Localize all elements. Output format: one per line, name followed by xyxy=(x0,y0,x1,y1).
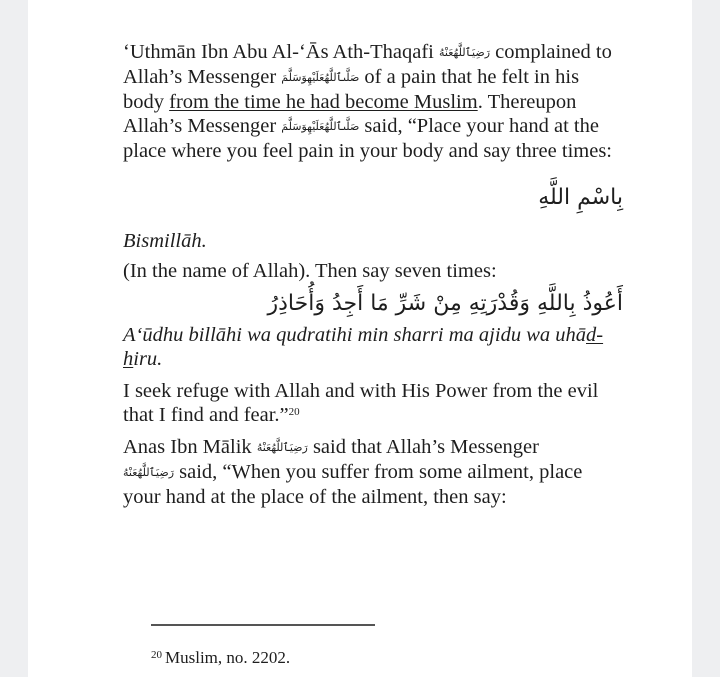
transliteration-underlined: h xyxy=(123,348,134,370)
radiyallahu-anhu-honorific: رَضِيَٱللَّهُعَنْهُ xyxy=(439,46,491,59)
paragraph-uthman xyxy=(123,40,623,163)
paragraph-text: ‘Uthmān Ibn Abu Al-‘Ās Ath-Thaqafi xyxy=(123,41,439,63)
document-page xyxy=(28,0,692,677)
paragraph-text: . Thereupon Allah’s Messenger xyxy=(123,91,577,137)
paragraph-text: of a pain that he felt in his body xyxy=(123,66,580,113)
footnote xyxy=(151,645,290,668)
dua-audhu-meaning xyxy=(123,379,623,427)
paragraph-text: complained to Allah’s Messenger xyxy=(123,41,612,88)
footnote-number: 20 xyxy=(151,649,162,661)
dua-bismillah-arabic: بِاسْمِ اللَّهِ xyxy=(538,185,623,210)
page-content xyxy=(123,40,623,509)
paragraph-text: said, “When you suffer from some ailment, place your hand at the place of the ailment, then say: xyxy=(123,461,583,508)
transliteration-underlined: d- xyxy=(586,324,604,346)
transliteration-text: iru. xyxy=(133,348,163,370)
paragraph-text: said, “Place your hand at the place where you feel pain in your body and say three times: xyxy=(123,115,612,162)
footnote-reference[interactable]: 20 xyxy=(288,406,300,418)
radiyallahu-anhu-honorific: رَضِيَٱللَّهُعَنْهُ xyxy=(123,466,175,479)
paragraph-text: said that Allah’s Messenger xyxy=(307,436,539,458)
sallallahu-alayhi-wasallam-honorific: صَلَّىٱللَّهُعَلَيْهِوَسَلَّمَ xyxy=(281,120,360,133)
dua-audhu-transliteration xyxy=(123,323,623,371)
dua-bismillah-meaning: (In the name of Allah). Then say seven times: xyxy=(123,260,497,282)
radiyallahu-anhu-honorific: رَضِيَٱللَّهُعَنْهُ xyxy=(256,441,308,454)
underlined-phrase: from the time he had become Muslim xyxy=(169,91,478,113)
paragraph-text: Anas Ibn Mālik xyxy=(123,436,257,458)
sallallahu-alayhi-wasallam-honorific: صَلَّىٱللَّهُعَلَيْهِوَسَلَّمَ xyxy=(281,71,360,84)
transliteration-text: A‘ūdhu billāhi wa qudratihi min sharri ma ajidu wa uhā xyxy=(123,324,586,346)
footnote-divider xyxy=(151,624,375,626)
dua-audhu-arabic: أَعُوذُ بِاللَّهِ وَقُدْرَتِهِ مِنْ شَرِّ مَا أَجِدُ وَأُحَاذِرُ xyxy=(267,291,623,316)
footnote-text: Muslim, no. 2202. xyxy=(165,648,291,667)
meaning-text: I seek refuge with Allah and with His Power from the evil that I find and fear.” xyxy=(123,380,599,426)
paragraph-anas xyxy=(123,435,623,509)
dua-bismillah-transliteration: Bismillāh. xyxy=(123,230,207,252)
